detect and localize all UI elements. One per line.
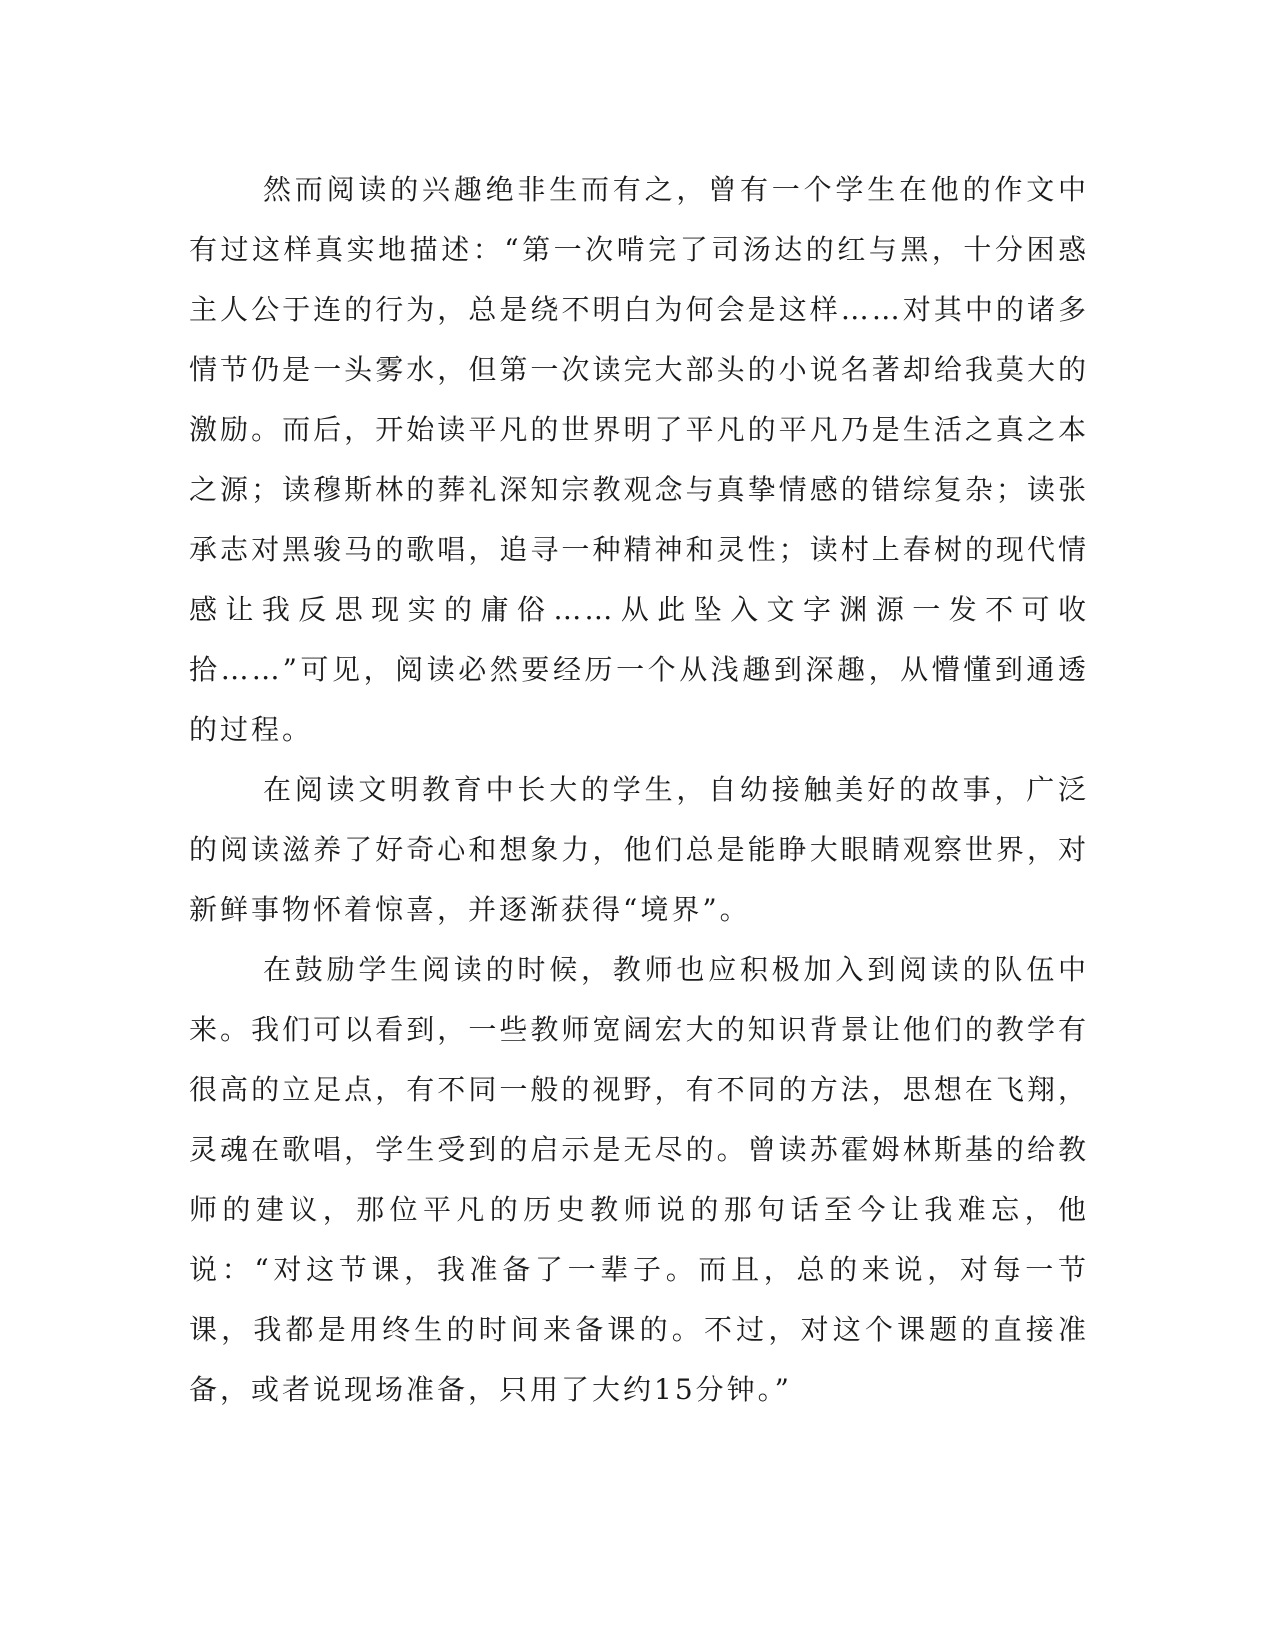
document-body xyxy=(189,160,1089,1420)
paragraph-civilized-education: 在阅读文明教育中长大的学生，自幼接触美好的故事，广泛的阅读滋养了好奇心和想象力，他们总是能睁大眼睛观察世界，对新鲜事物怀着惊喜，并逐渐获得“境界”。 xyxy=(189,773,1089,926)
paragraph-teacher-reading: 在鼓励学生阅读的时候，教师也应积极加入到阅读的队伍中来。我们可以看到，一些教师宽阔宏大的知识背景让他们的教学有很高的立足点，有不同一般的视野，有不同的方法，思想在飞翔，灵魂在歌唱，学生受到的启示是无尽的。曾读苏霍姆林斯基的给教师的建议，那位平凡的历史教师说的那句话至今让我难忘，他说：“对这节课，我准备了一辈子。而且，总的来说，对每一节课，我都是用终生的时间来备课的。不过，对这个课题的直接准备，或者说现场准备，只用了大约15分钟。” xyxy=(189,953,1089,1406)
paragraph-reading-interest: 然而阅读的兴趣绝非生而有之，曾有一个学生在他的作文中有过这样真实地描述：“第一次啃完了司汤达的红与黑，十分困惑主人公于连的行为，总是绕不明白为何会是这样……对其中的诸多情节仍是一头雾水，但第一次读完大部头的小说名著却给我莫大的激励。而后，开始读平凡的世界明了平凡的平凡乃是生活之真之本之源；读穆斯林的葬礼深知宗教观念与真挚情感的错综复杂；读张承志对黑骏马的歌唱，追寻一种精神和灵性；读村上春树的现代情感让我反思现实的庸俗……从此坠入文字渊源一发不可收拾……”可见，阅读必然要经历一个从浅趣到深趣，从懵懂到通透的过程。 xyxy=(189,173,1089,746)
